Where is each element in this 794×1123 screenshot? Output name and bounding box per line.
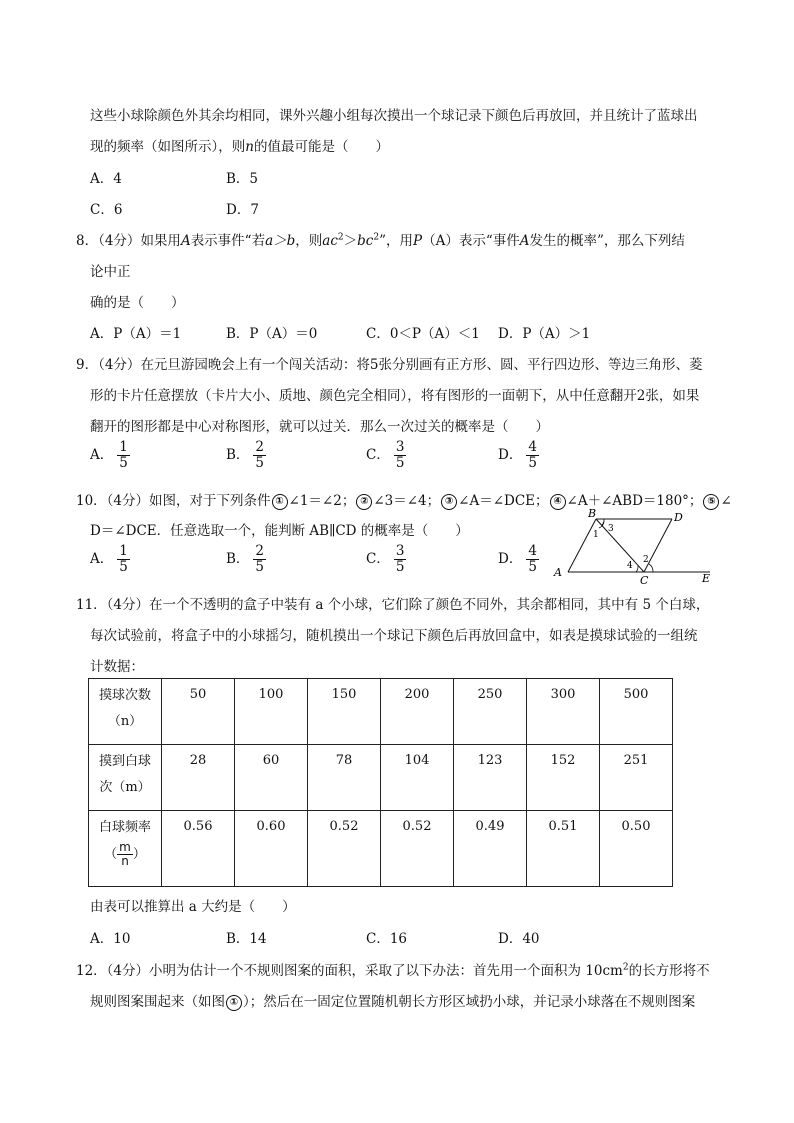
q9-option-d[interactable]	[498, 440, 539, 471]
line-BC	[596, 519, 644, 572]
q10-c4t: ∠A＋∠ABD＝180°；	[566, 493, 703, 509]
fraction-num: 3	[395, 439, 405, 455]
fraction	[253, 440, 266, 471]
fraction-den: 5	[528, 455, 537, 471]
q11-text-line1	[76, 593, 709, 613]
q8-cond: a＞b	[265, 233, 296, 249]
angle-arc-4	[636, 566, 638, 572]
fraction	[253, 544, 266, 575]
angle-label-3: 3	[608, 524, 614, 534]
angle-arc-2	[649, 564, 653, 572]
fraction-m-over-n	[117, 841, 133, 868]
label-B: B	[588, 507, 597, 520]
q7-var-n: n	[245, 139, 254, 155]
q12-text-line2	[90, 990, 695, 1011]
row-header-text: 次（m）	[99, 780, 151, 795]
table-cell: 0.56	[162, 811, 235, 887]
angle-label-2: 2	[643, 555, 649, 565]
q8-number: 8．（4分）	[76, 233, 141, 249]
table-row	[89, 745, 673, 811]
table-cell: 152	[527, 745, 600, 811]
q7-text-line1: 这些小球除颜色外其余均相同，课外兴趣小组每次摸出一个球记录下颜色后再放回，并且统计了蓝球出	[90, 108, 698, 124]
option-text: 5	[249, 171, 259, 187]
fraction-num: 1	[119, 543, 128, 559]
table-cell: 300	[527, 679, 600, 745]
option-text: 10	[113, 931, 131, 947]
option-letter: B．	[226, 551, 250, 567]
table-cell: 500	[600, 679, 673, 745]
q8-A2: A	[519, 233, 530, 249]
fraction-num: 2	[255, 439, 265, 455]
option-letter: A．	[90, 326, 114, 342]
q7-option-b[interactable]	[226, 167, 258, 187]
option-text: 4	[113, 171, 122, 187]
option-letter: B．	[226, 931, 250, 947]
angle-label-1: 1	[593, 530, 599, 540]
row-header-text: 摸球次数	[98, 688, 151, 703]
q12-number: 12．（4分）	[76, 963, 150, 979]
q12-line2a: 规则图案围起来（如图	[90, 994, 225, 1010]
q8-paren: （A）	[422, 233, 459, 249]
fraction	[394, 544, 407, 575]
table-cell: 50	[162, 679, 235, 745]
table-cell: 0.49	[454, 811, 527, 887]
q7-text-line2	[90, 135, 389, 155]
row-header-trials	[89, 679, 162, 745]
q11-text-line2: 每次试验前，将盒子中的小球摇匀，随机摸出一个球记下颜色后再放回盒中，如表是摸球试验的一组统	[90, 628, 698, 644]
fraction-den: 5	[119, 455, 128, 471]
fraction-num: 2	[255, 543, 265, 559]
q7-option-a[interactable]	[90, 167, 122, 187]
q7-text-2a: 现的频率（如图所示），则	[90, 139, 246, 155]
option-letter: C．	[366, 551, 390, 567]
table-cell: 100	[235, 679, 308, 745]
option-letter: A．	[90, 171, 114, 187]
q11-number: 11．（4分）	[76, 597, 150, 613]
table-cell: 0.52	[381, 811, 454, 887]
q10-c3t: ∠A＝∠DCE；	[458, 493, 549, 509]
fraction-den: 5	[395, 559, 405, 575]
row-header-text: 摸到白球	[98, 754, 151, 769]
circled-1: ①	[226, 995, 242, 1011]
q9-text-line3: 翻开的图形都是中心对称图形，就可以过关．那么一次过关的概率是（ ）	[90, 419, 549, 435]
table-cell: 0.52	[308, 811, 381, 887]
q12-t2: 的长方形将不	[628, 963, 710, 979]
fraction	[117, 544, 130, 575]
angle-label-4: 4	[627, 561, 633, 571]
q9-line1: 在元旦游园晚会上有一个闯关活动：将5张分别画有正方形、圆、平行四边形、等边三角形、菱	[140, 357, 703, 373]
q8-option-a[interactable]	[90, 322, 181, 342]
q10-t1: 如图，对于下列条件	[149, 493, 271, 509]
row-header-white	[89, 745, 162, 811]
option-letter: A．	[90, 931, 114, 947]
fraction-den: 5	[395, 455, 405, 471]
fraction-num: m	[119, 840, 131, 854]
q8-t2: 表示事件“若	[190, 233, 266, 249]
q8-t3: ，则	[295, 233, 323, 249]
line-AB	[568, 519, 596, 572]
option-letter: C．	[90, 202, 114, 218]
q9-option-a[interactable]	[90, 440, 130, 471]
option-text: 40	[522, 931, 540, 947]
fraction-num: 4	[528, 439, 537, 455]
fraction	[394, 440, 407, 471]
q9-option-b[interactable]	[226, 440, 266, 471]
q9-number: 9．（4分）	[76, 357, 141, 373]
option-letter: D．	[498, 326, 523, 342]
table-cell: 0.50	[600, 811, 673, 887]
q10-option-c[interactable]	[366, 544, 406, 575]
label-C: C	[640, 574, 649, 586]
option-letter: C．	[366, 326, 390, 342]
option-text: 14	[249, 931, 267, 947]
option-text: 7	[250, 202, 259, 218]
row-header-text: 白球频率	[98, 820, 151, 835]
q8-t5: 表示“事件	[458, 233, 520, 249]
table-cell: 0.51	[527, 811, 600, 887]
fraction-num: 1	[119, 439, 128, 455]
circled-5: ⑤	[703, 494, 719, 510]
fraction	[526, 440, 539, 471]
q11-stats-table	[88, 678, 673, 887]
label-A: A	[554, 566, 562, 579]
q10-option-d[interactable]	[498, 544, 539, 575]
q10-number: 10．（4分）	[76, 493, 150, 509]
q8-text-line3: 确的是（ ）	[90, 295, 185, 311]
q10-c2t: ∠3＝∠4；	[373, 493, 441, 509]
option-letter: A．	[90, 551, 114, 567]
option-text: P（A）＞1	[522, 326, 591, 342]
option-letter: B．	[226, 326, 250, 342]
q11-line1: 在一个不透明的盒子中装有 a 个小球，它们除了颜色不同外，其余都相同，其中有 5 个白球，	[149, 597, 710, 613]
option-letter: D．	[226, 202, 251, 218]
q8-ac: ac	[322, 233, 338, 249]
option-letter: D．	[498, 931, 523, 947]
fraction-den: 5	[255, 559, 265, 575]
q9-text-line1	[76, 353, 703, 373]
table-cell: 200	[381, 679, 454, 745]
q8-t4: ”，用	[379, 233, 413, 249]
q8-text-line1	[76, 229, 685, 249]
table-cell: 150	[308, 679, 381, 745]
fraction-den: 5	[119, 559, 128, 575]
q9-text-line2: 形的卡片任意摆放（卡片大小、质地、颜色完全相同），将有图形的一面朝下，从中任意翻开2张，如果	[90, 388, 700, 404]
q7-text-2b: 的值最可能是（ ）	[253, 139, 389, 155]
q8-text-line2: 论中正	[90, 264, 131, 280]
q11-text-line3: 计数据：	[90, 659, 144, 675]
table-cell: 123	[454, 745, 527, 811]
circled-4: ④	[550, 494, 566, 510]
q8-option-c[interactable]	[366, 322, 480, 342]
option-text: P（A）＝0	[249, 326, 318, 342]
q11-option-d[interactable]	[498, 927, 540, 947]
fraction-num: 3	[395, 543, 405, 559]
q12-exp: 2	[622, 962, 629, 973]
option-letter: C．	[366, 931, 390, 947]
circled-3: ③	[441, 494, 457, 510]
fraction	[117, 440, 130, 471]
option-letter: C．	[366, 447, 390, 463]
fraction-den: 5	[528, 559, 537, 575]
q10-text-line2: D＝∠DCE．任意选取一个，能判断 AB∥CD 的概率是（ ）	[90, 523, 469, 539]
q10-geometry-figure	[548, 506, 718, 586]
q8-P: P	[412, 233, 423, 249]
q8-exp2: 2	[373, 232, 380, 243]
label-D: D	[674, 511, 683, 524]
table-cell: 251	[600, 745, 673, 811]
table-cell: 0.60	[235, 811, 308, 887]
q8-t1: 如果用	[140, 233, 181, 249]
circled-1: ①	[272, 494, 288, 510]
q8-exp1: 2	[337, 232, 344, 243]
option-letter: A．	[90, 447, 114, 463]
table-cell: 78	[308, 745, 381, 811]
q12-text-line1	[76, 959, 710, 979]
q10-c5t: ∠	[720, 493, 732, 509]
fraction	[526, 544, 539, 575]
q8-gt: ＞	[343, 233, 358, 249]
row-header-freq: 白球频率 （ $\frac{m}{n}$）	[89, 811, 162, 887]
q10-option-a[interactable]	[90, 544, 130, 575]
q11-option-b[interactable]	[226, 927, 267, 947]
option-text: 16	[389, 931, 408, 947]
option-letter: D．	[498, 447, 523, 463]
table-cell: 60	[235, 745, 308, 811]
q10-c1t: ∠1＝∠2；	[288, 493, 356, 509]
q8-A1: A	[180, 233, 191, 249]
label-E: E	[702, 572, 711, 585]
option-text: P（A）＝1	[113, 326, 182, 342]
q7-option-c[interactable]	[90, 198, 122, 218]
q7-option-d[interactable]	[226, 198, 259, 218]
q10-option-b[interactable]	[226, 544, 266, 575]
q8-option-d[interactable]	[498, 322, 590, 342]
q11-option-c[interactable]	[366, 927, 407, 947]
circled-2: ②	[356, 494, 372, 510]
table-row	[89, 811, 673, 887]
q12-line2b: ）；然后在一固定位置随机朝长方形区域扔小球，并记录小球落在不规则图案	[243, 994, 696, 1010]
table-cell: 104	[381, 745, 454, 811]
row-header-text: （n）	[107, 714, 143, 729]
option-text: 0＜P（A）＜1	[389, 326, 480, 342]
fraction-den: 5	[255, 455, 265, 471]
q11-option-a[interactable]	[90, 927, 130, 947]
option-letter: B．	[226, 171, 250, 187]
q8-option-b[interactable]	[226, 322, 317, 342]
fraction-num: 4	[528, 543, 537, 559]
table-row	[89, 679, 673, 745]
q9-option-c[interactable]	[366, 440, 406, 471]
table-cell: 28	[162, 745, 235, 811]
fraction-den: n	[121, 854, 129, 868]
option-text: 6	[113, 202, 123, 218]
q12-t1: 小明为估计一个不规则图案的面积，采取了以下办法：首先用一个面积为 10cm	[149, 963, 623, 979]
q8-bc: bc	[357, 233, 374, 249]
q8-t6: 发生的概率”，那么下列结	[529, 233, 685, 249]
option-letter: D．	[498, 551, 523, 567]
option-letter: B．	[226, 447, 250, 463]
table-cell: 250	[454, 679, 527, 745]
q11-after-text: 由表可以推算出 a 大约是（ ）	[90, 899, 296, 915]
